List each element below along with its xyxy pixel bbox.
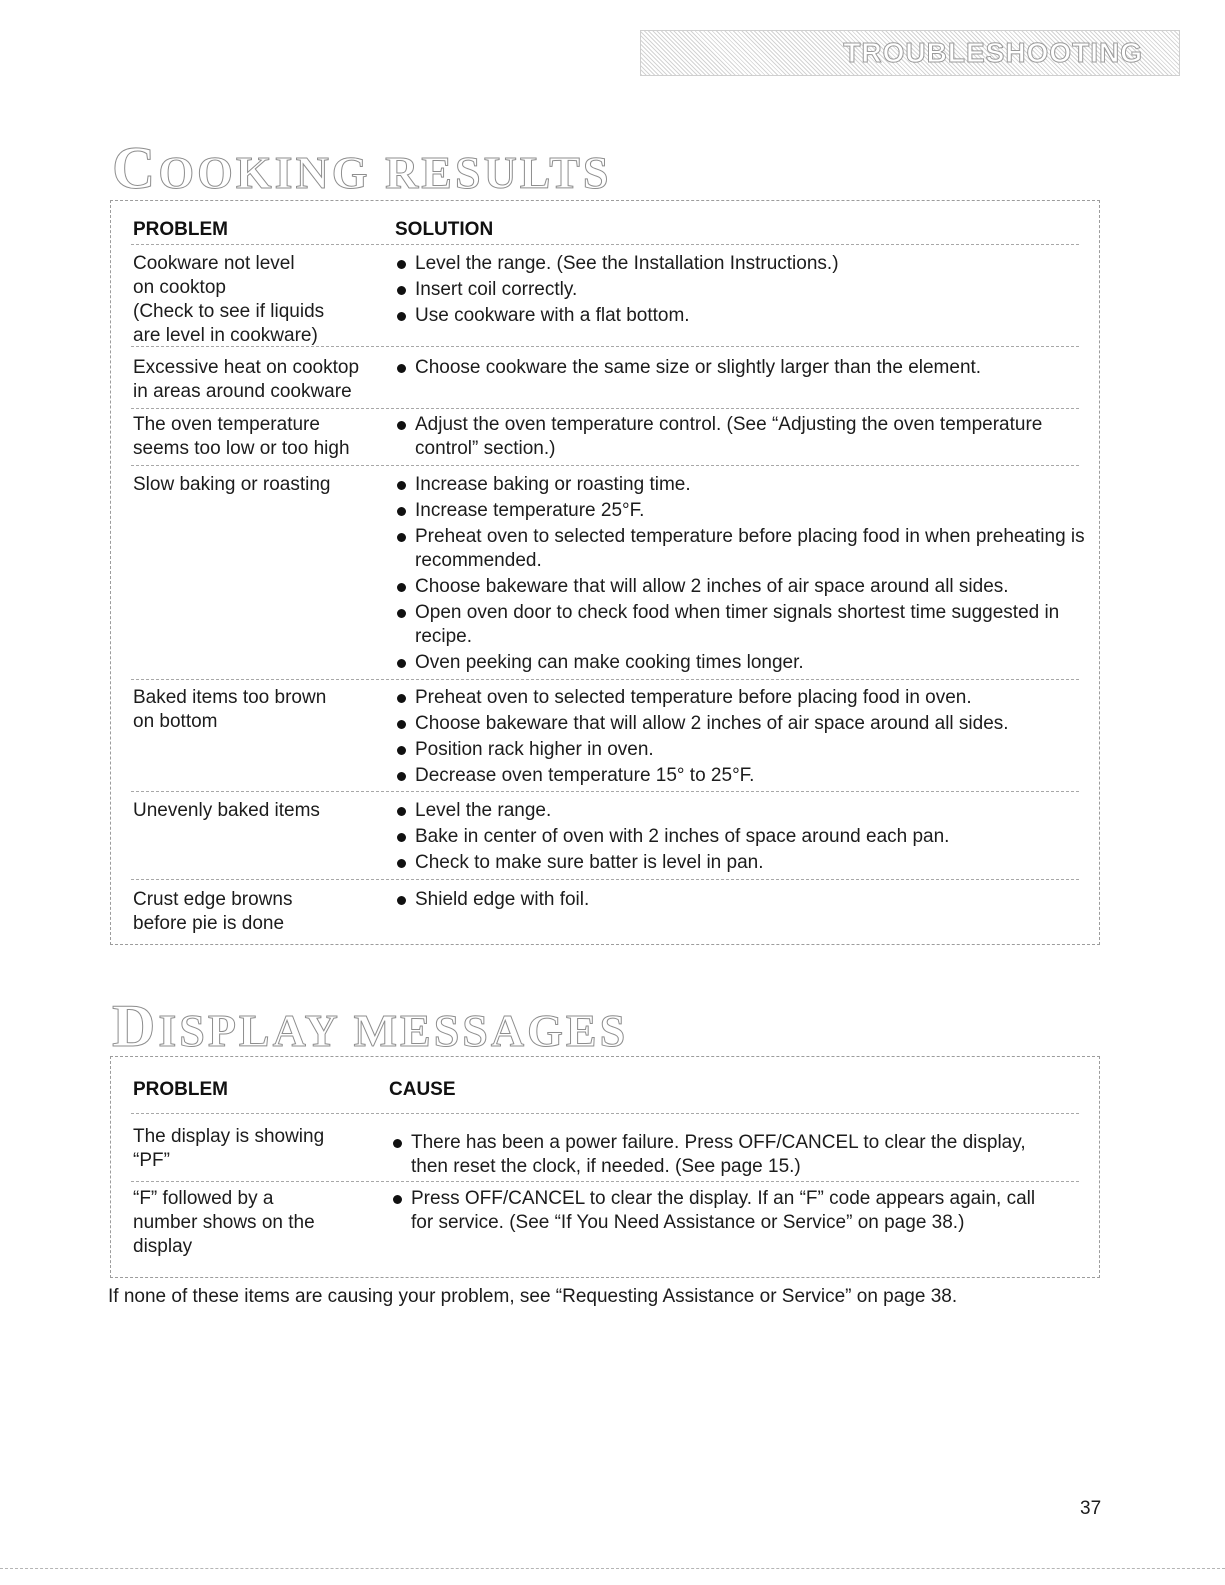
bullet-icon xyxy=(397,583,406,592)
bullet-icon xyxy=(397,659,406,668)
problem-text: “F” followed by a number shows on the display xyxy=(133,1188,315,1257)
bullet-icon xyxy=(397,312,406,321)
solution-item: Open oven door to check food when timer signals shortest time suggested in recipe. xyxy=(395,601,1085,649)
solution-item: Choose bakeware that will allow 2 inches of air space around all sides. xyxy=(395,575,1085,599)
bullet-icon xyxy=(397,421,406,430)
solution-item: Increase baking or roasting time. xyxy=(395,473,1085,497)
bullet-icon xyxy=(397,772,406,781)
solution-item: Check to make sure batter is level in pan. xyxy=(395,851,1085,875)
solution-item: Insert coil correctly. xyxy=(395,278,1085,302)
problem-text: Crust edge browns before pie is done xyxy=(133,889,293,934)
row-divider xyxy=(131,346,1079,347)
solution-list xyxy=(395,686,1085,790)
bullet-icon xyxy=(397,533,406,542)
solution-item: Increase temperature 25°F. xyxy=(395,499,1085,523)
bullet-icon xyxy=(397,807,406,816)
bullet-icon xyxy=(397,260,406,269)
cooking-results-table xyxy=(110,200,1100,945)
cause-list xyxy=(391,1131,1051,1181)
bullet-icon xyxy=(397,364,406,373)
solution-item: Position rack higher in oven. xyxy=(395,738,1085,762)
bullet-icon xyxy=(393,1139,402,1148)
banner-title: TROUBLESHOOTING xyxy=(843,37,1143,68)
row-divider xyxy=(131,791,1079,792)
bullet-icon xyxy=(397,507,406,516)
solution-item: Level the range. xyxy=(395,799,1085,823)
cause-item: There has been a power failure. Press OFF/CANCEL to clear the display, then reset the clock, if needed. (See page 15.) xyxy=(391,1131,1051,1179)
page-number: 37 xyxy=(1080,1498,1102,1519)
row-divider xyxy=(131,679,1079,680)
row-divider xyxy=(131,1181,1079,1182)
solution-item: Adjust the oven temperature control. (See “Adjusting the oven temperature control” section.) xyxy=(395,413,1085,461)
header-divider xyxy=(131,244,1079,245)
problem-text: Cookware not level on cooktop (Check to see if liquids are level in cookware) xyxy=(133,253,325,346)
bullet-icon xyxy=(397,720,406,729)
bullet-icon xyxy=(397,481,406,490)
problem-text: Baked items too brown on bottom xyxy=(133,687,327,732)
problem-text: The display is showing “PF” xyxy=(133,1126,325,1171)
solution-item: Oven peeking can make cooking times longer. xyxy=(395,651,1085,675)
solution-item: Level the range. (See the Installation Instructions.) xyxy=(395,252,1085,276)
problem-text: Unevenly baked items xyxy=(133,800,320,821)
problem-text: Slow baking or roasting xyxy=(133,474,331,495)
problem-column-header: PROBLEM xyxy=(133,1079,228,1100)
bullet-icon xyxy=(397,896,406,905)
solution-item: Preheat oven to selected temperature before placing food in when preheating is recommended. xyxy=(395,525,1085,573)
solution-list xyxy=(395,252,1085,330)
solution-item: Bake in center of oven with 2 inches of space around each pan. xyxy=(395,825,1085,849)
display-messages-table xyxy=(110,1056,1100,1278)
display-messages-title: DISPLAY MESSAGES xyxy=(112,993,629,1059)
solution-item: Decrease oven temperature 15° to 25°F. xyxy=(395,764,1085,788)
solution-list xyxy=(395,356,1085,382)
row-divider xyxy=(131,879,1079,880)
solution-column-header: SOLUTION xyxy=(395,219,494,240)
section-banner xyxy=(640,30,1180,76)
bottom-divider xyxy=(0,1568,1225,1569)
row-divider xyxy=(131,408,1079,409)
header-divider xyxy=(131,1113,1079,1114)
bullet-icon xyxy=(393,1195,402,1204)
solution-item: Preheat oven to selected temperature before placing food in oven. xyxy=(395,686,1085,710)
solution-list xyxy=(395,888,1085,914)
solution-item: Choose bakeware that will allow 2 inches of air space around all sides. xyxy=(395,712,1085,736)
cause-item: Press OFF/CANCEL to clear the display. If an “F” code appears again, call for service. (See “If You Need Assistance or Service” on page 38.) xyxy=(391,1187,1051,1235)
bullet-icon xyxy=(397,746,406,755)
problem-column-header: PROBLEM xyxy=(133,219,228,240)
bullet-icon xyxy=(397,833,406,842)
problem-text: The oven temperature seems too low or too high xyxy=(133,414,350,459)
cooking-results-title: COOKING RESULTS xyxy=(112,135,612,201)
solution-item: Use cookware with a flat bottom. xyxy=(395,304,1085,328)
solution-item: Shield edge with foil. xyxy=(395,888,1085,912)
row-divider xyxy=(131,465,1079,466)
solution-item: Choose cookware the same size or slightly larger than the element. xyxy=(395,356,1085,380)
cause-list xyxy=(391,1187,1051,1237)
bullet-icon xyxy=(397,609,406,618)
solution-list xyxy=(395,799,1085,877)
footer-note: If none of these items are causing your problem, see “Requesting Assistance or Service” on page 38. xyxy=(108,1286,958,1307)
bullet-icon xyxy=(397,694,406,703)
solution-list xyxy=(395,473,1085,677)
bullet-icon xyxy=(397,859,406,868)
bullet-icon xyxy=(397,286,406,295)
problem-text: Excessive heat on cooktop in areas around cookware xyxy=(133,357,360,402)
solution-list xyxy=(395,413,1085,463)
cause-column-header: CAUSE xyxy=(389,1079,456,1100)
